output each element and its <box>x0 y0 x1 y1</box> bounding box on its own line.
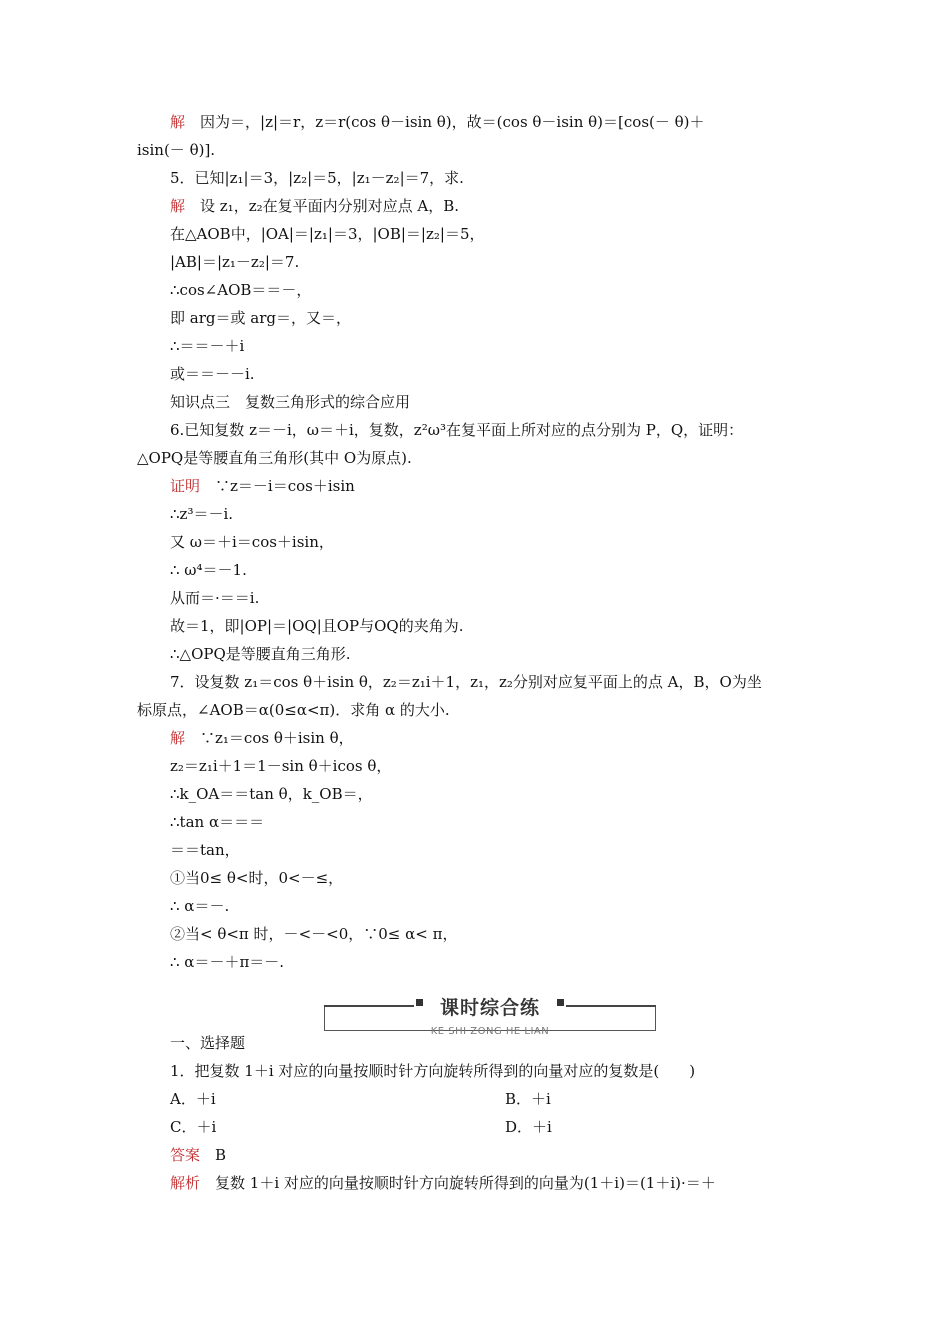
line-text: 设 z₁，z₂在复平面内分别对应点 A，B. <box>185 197 460 215</box>
line-text: ∴cos∠AOB＝＝－， <box>170 281 312 299</box>
text-line <box>170 644 351 664</box>
text-line <box>137 140 215 160</box>
text-line <box>170 756 391 776</box>
text-line <box>137 448 412 468</box>
text-line <box>170 476 355 496</box>
text-line <box>170 896 229 916</box>
section-label: 解 <box>170 113 186 131</box>
text-line <box>170 196 459 216</box>
text-line <box>170 1089 216 1109</box>
text-line <box>170 224 485 244</box>
line-text: ①当0≤ θ<时，0<－≤， <box>170 869 344 887</box>
text-line <box>170 924 457 944</box>
text-line <box>170 392 410 412</box>
line-text: isin(－ θ)]. <box>137 141 216 159</box>
line-text: 知识点三 复数三角形式的综合应用 <box>170 393 411 411</box>
line-text: C．＋i <box>170 1118 217 1136</box>
line-text: z₂＝z₁i＋1＝1－sin θ＋icos θ， <box>170 757 392 775</box>
text-line <box>137 700 450 720</box>
text-line <box>170 112 705 132</box>
text-line <box>170 420 743 440</box>
text-line <box>505 1089 551 1109</box>
text-line <box>170 336 244 356</box>
line-text: B．＋i <box>505 1090 551 1108</box>
text-line <box>170 728 354 748</box>
text-line <box>170 308 351 328</box>
text-line <box>170 1033 245 1053</box>
text-line <box>170 672 762 692</box>
line-text: 5．已知|z₁|＝3，|z₂|＝5，|z₁－z₂|＝7，求. <box>170 169 464 187</box>
banner-subtitle: KE SHI ZONG HE LIAN <box>430 1026 550 1037</box>
line-text: 即 arg＝或 arg＝，又＝， <box>170 309 351 327</box>
line-text: A．＋i <box>170 1090 216 1108</box>
line-text: 在△AOB中，|OA|＝|z₁|＝3，|OB|＝|z₂|＝5， <box>170 225 485 243</box>
line-text: ∴tan α＝＝＝ <box>170 813 265 831</box>
banner-title <box>414 993 566 1017</box>
line-text: 从而＝·＝＝i. <box>170 589 260 607</box>
line-text: 故＝1，即|OP|＝|OQ|且OP与OQ的夹角为. <box>170 617 464 635</box>
line-text: ②当< θ<π 时，－<－<0，∵0≤ α< π， <box>170 925 458 943</box>
line-text: ＝＝tan， <box>170 841 240 859</box>
text-line <box>170 504 233 524</box>
text-line <box>170 840 240 860</box>
text-line <box>170 532 334 552</box>
text-line <box>170 364 255 384</box>
line-text: ∴z³＝－i. <box>170 505 234 523</box>
section-banner <box>324 995 656 1037</box>
line-text: 或＝＝－－i. <box>170 365 255 383</box>
text-line <box>505 1117 552 1137</box>
line-text: 复数 1＋i 对应的向量按顺时针方向旋转所得到的向量为(1＋i)＝(1＋i)·＝＋ <box>200 1174 716 1192</box>
line-text: 1．把复数 1＋i 对应的向量按顺时针方向旋转所得到的向量对应的复数是( ) <box>170 1062 696 1080</box>
banner-dot-right <box>557 999 564 1006</box>
text-line <box>170 616 464 636</box>
section-label: 解 <box>170 729 186 747</box>
line-text: 7．设复数 z₁＝cos θ＋isin θ，z₂＝z₁i＋1，z₁，z₂分别对应复平面上的点 A，B，O为坐 <box>170 673 762 691</box>
text-line <box>170 812 264 832</box>
text-line <box>170 280 311 300</box>
line-text: 6.已知复数 z＝－i，ω＝＋i，复数，z²ω³在复平面上所对应的点分别为 P，Q，证明： <box>170 421 744 439</box>
line-text: ∴ ω⁴＝－1. <box>170 561 247 579</box>
line-text: 一、选择题 <box>170 1034 246 1052</box>
text-line <box>170 1173 716 1193</box>
line-text: ∵z＝－i＝cos＋isin <box>200 477 355 495</box>
text-line <box>170 1145 226 1165</box>
text-line <box>170 588 259 608</box>
line-text: 因为＝，|z|＝r，z＝r(cos θ－isin θ)，故＝(cos θ－isin θ)＝[cos(－ θ)＋ <box>185 113 705 131</box>
text-line <box>170 784 373 804</box>
line-text: |AB|＝|z₁－z₂|＝7. <box>170 253 300 271</box>
line-text: ∴＝＝－＋i <box>170 337 245 355</box>
section-label: 解 <box>170 197 186 215</box>
line-text: 标原点，∠AOB＝α(0≤α<π)．求角 α 的大小. <box>137 701 450 719</box>
text-line <box>170 252 299 272</box>
banner-title-text: 课时综合练 <box>439 997 540 1019</box>
line-text: ∴k_OA＝＝tan θ，k_OB＝， <box>170 785 373 803</box>
banner-rule-right <box>566 1005 656 1007</box>
text-line <box>170 952 284 972</box>
line-text: ∴ α＝－＋π＝－. <box>170 953 285 971</box>
line-text: ∴△OPQ是等腰直角三角形. <box>170 645 351 663</box>
text-line <box>170 1117 216 1137</box>
line-text: △OPQ是等腰直角三角形(其中 O为原点). <box>137 449 412 467</box>
section-label: 答案 <box>170 1146 201 1164</box>
text-line <box>170 868 343 888</box>
section-label: 解析 <box>170 1174 201 1192</box>
line-text: ∵z₁＝cos θ＋isin θ， <box>185 729 354 747</box>
section-label: 证明 <box>170 477 201 495</box>
line-text: B <box>200 1146 227 1164</box>
text-line <box>170 1061 695 1081</box>
text-line <box>170 560 247 580</box>
line-text: D．＋i <box>505 1118 552 1136</box>
line-text: 又 ω＝＋i＝cos＋isin， <box>170 533 334 551</box>
banner-dot-left <box>416 999 423 1006</box>
banner-rule-left <box>324 1005 414 1007</box>
line-text: ∴ α＝－. <box>170 897 230 915</box>
text-line <box>170 168 464 188</box>
